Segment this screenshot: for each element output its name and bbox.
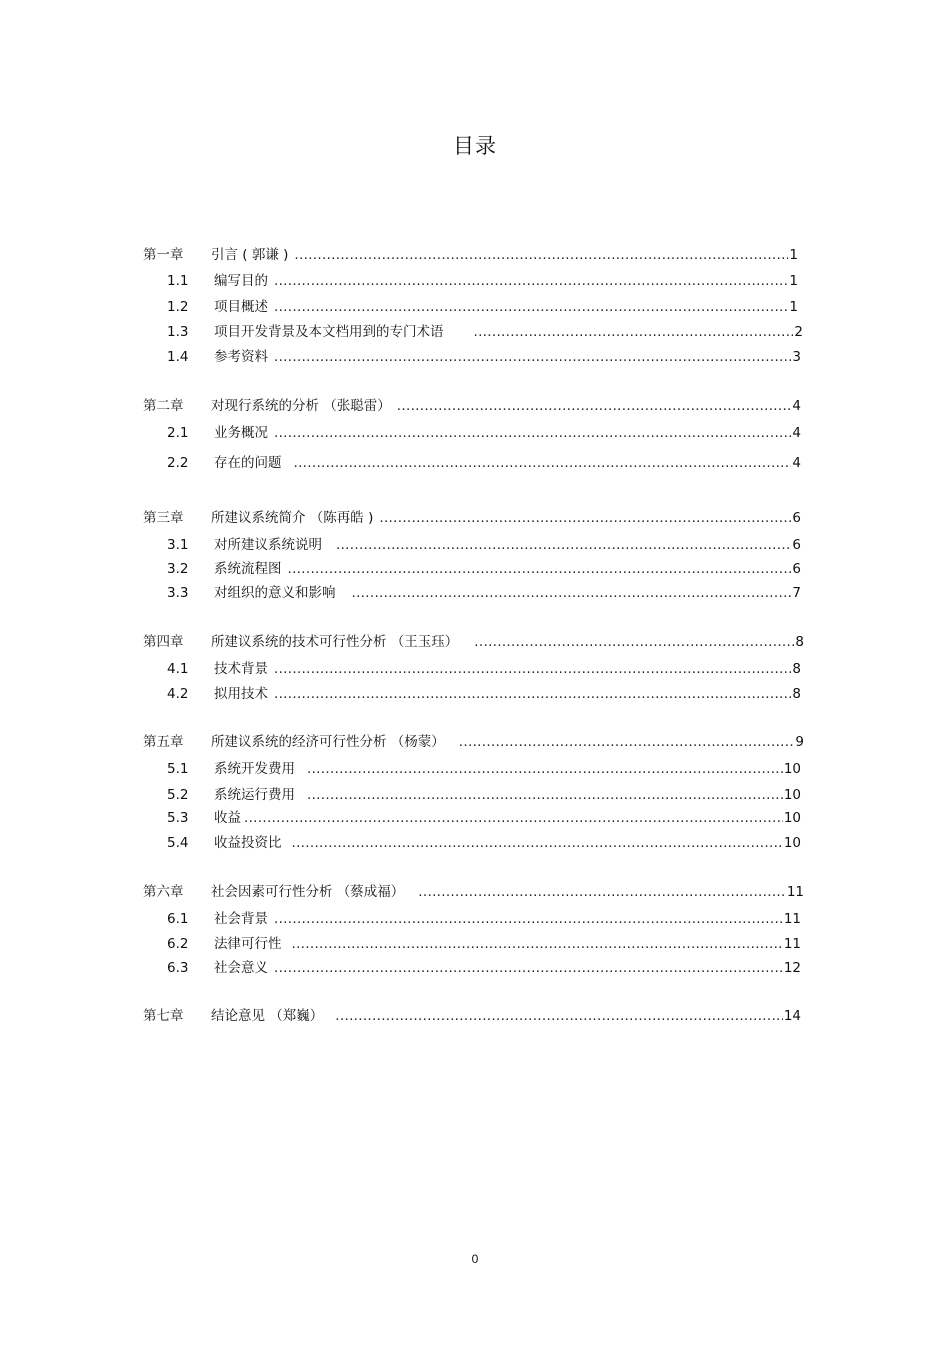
toc-page-number: 10 (783, 810, 801, 826)
toc-entry-section[interactable] (167, 931, 801, 953)
toc-number: 6.1 (167, 911, 189, 927)
toc-title: 参考资料 (214, 349, 268, 365)
toc-page-number: 3 (792, 349, 801, 365)
toc-leader (274, 910, 783, 928)
toc-leader (292, 834, 783, 852)
toc-entry-section[interactable] (167, 782, 801, 804)
toc-number: 3.3 (167, 585, 189, 601)
page-number: 0 (471, 1252, 479, 1266)
toc-number: 1.1 (167, 273, 189, 289)
toc-entry-chapter-4[interactable] (143, 629, 804, 651)
toc-leader (336, 536, 791, 554)
toc-number: 2.1 (167, 425, 189, 441)
toc-title: 项目开发背景及本文档用到的专门术语 (214, 324, 444, 340)
toc-title: 社会因素可行性分析 （蔡成福） (211, 884, 405, 900)
toc-number: 第六章 (143, 884, 184, 900)
toc-entry-section[interactable] (167, 580, 801, 602)
toc-entry-section[interactable] (167, 756, 801, 778)
toc-leader (379, 509, 791, 527)
toc-page-number: 4 (792, 425, 801, 441)
toc-page-number: 8 (792, 686, 801, 702)
toc-number: 第一章 (143, 247, 184, 263)
toc-title: 社会意义 (214, 960, 268, 976)
toc-entry-section[interactable] (167, 319, 803, 341)
toc-leader (274, 272, 788, 290)
toc-page-number: 12 (783, 960, 801, 976)
toc-leader (307, 760, 783, 778)
toc-entry-section[interactable] (167, 420, 801, 442)
toc-leader (307, 786, 783, 804)
toc-title: 结论意见 （郑巍） (211, 1008, 324, 1024)
toc-entry-chapter-5[interactable] (143, 729, 804, 751)
toc-page-number: 8 (795, 634, 804, 650)
toc-leader (294, 454, 792, 472)
toc-title: 所建议系统的经济可行性分析 （杨蒙） (211, 734, 445, 750)
toc-entry-section[interactable] (167, 294, 798, 316)
toc-entry-section[interactable] (167, 268, 798, 290)
toc-title: 引言 ( 郭谦 ) (211, 247, 289, 263)
toc-entry-chapter-7[interactable] (143, 1003, 801, 1025)
toc-number: 1.4 (167, 349, 189, 365)
toc-page-number: 1 (789, 273, 798, 289)
toc-page-number: 8 (792, 661, 801, 677)
toc-page-number: 4 (792, 398, 801, 414)
toc-leader (459, 733, 795, 751)
toc-page-number: 2 (794, 324, 803, 340)
toc-number: 第二章 (143, 398, 184, 414)
toc-title: 存在的问题 (214, 455, 282, 471)
toc-leader (274, 685, 791, 703)
toc-page-number: 10 (783, 761, 801, 777)
toc-entry-section[interactable] (167, 344, 801, 366)
toc-number: 6.3 (167, 960, 189, 976)
toc-number: 5.3 (167, 810, 189, 826)
toc-page-number: 9 (795, 734, 804, 750)
toc-leader (292, 935, 783, 953)
toc-entry-chapter-3[interactable] (143, 505, 801, 527)
toc-title: 系统开发费用 (214, 761, 295, 777)
toc-number: 3.2 (167, 561, 189, 577)
toc-entry-section[interactable] (167, 830, 801, 852)
toc-leader (335, 1007, 783, 1025)
toc-leader (274, 348, 791, 366)
toc-entry-section[interactable] (167, 681, 801, 703)
toc-entry-section[interactable] (167, 805, 801, 827)
toc-title: 编写目的 (214, 273, 268, 289)
toc-number: 5.1 (167, 761, 189, 777)
toc-title: 对所建议系统说明 (214, 537, 322, 553)
toc-leader (274, 959, 783, 977)
toc-title: 法律可行性 (214, 936, 282, 952)
toc-page-number: 10 (783, 787, 801, 803)
toc-entry-chapter-1[interactable] (143, 242, 798, 264)
toc-page-number: 14 (783, 1008, 801, 1024)
toc-title: 系统流程图 (214, 561, 282, 577)
toc-entry-section[interactable] (167, 955, 801, 977)
toc-page-number: 11 (783, 911, 801, 927)
toc-page-number: 1 (789, 299, 798, 315)
toc-number: 4.2 (167, 686, 189, 702)
toc-number: 第四章 (143, 634, 184, 650)
toc-number: 1.2 (167, 299, 189, 315)
toc-title: 收益 (214, 810, 241, 826)
toc-page-number: 1 (789, 247, 798, 263)
toc-entry-section[interactable] (167, 556, 801, 578)
toc-entry-section[interactable] (167, 532, 801, 554)
toc-leader (418, 883, 786, 901)
toc-entry-section[interactable] (167, 906, 801, 928)
toc-leader (294, 246, 788, 264)
toc-number: 5.4 (167, 835, 189, 851)
toc-number: 第五章 (143, 734, 184, 750)
toc-entry-chapter-6[interactable] (143, 879, 804, 901)
toc-title: 收益投资比 (214, 835, 282, 851)
toc-leader (474, 323, 794, 341)
toc-title: 项目概述 (214, 299, 268, 315)
toc-number: 4.1 (167, 661, 189, 677)
toc-page-number: 6 (792, 537, 801, 553)
toc-title: 社会背景 (214, 911, 268, 927)
toc-leader (274, 298, 788, 316)
toc-entry-section[interactable] (167, 450, 801, 472)
toc-page-number: 4 (792, 455, 801, 471)
toc-page-number: 11 (783, 936, 801, 952)
toc-number: 第三章 (143, 510, 184, 526)
toc-number: 6.2 (167, 936, 189, 952)
toc-number: 第七章 (143, 1008, 184, 1024)
toc-entry-section[interactable] (167, 656, 801, 678)
page-title: 目录 (453, 134, 497, 158)
toc-leader (274, 660, 791, 678)
toc-leader (288, 560, 792, 578)
toc-entry-chapter-2[interactable] (143, 393, 801, 415)
toc-title: 所建议系统简介 （陈再皓 ) (211, 510, 374, 526)
toc-leader (397, 397, 792, 415)
toc-number: 2.2 (167, 455, 189, 471)
toc-page-number: 6 (792, 561, 801, 577)
toc-title: 系统运行费用 (214, 787, 295, 803)
toc-title: 业务概况 (214, 425, 268, 441)
toc-page-number: 10 (783, 835, 801, 851)
toc-leader (474, 633, 794, 651)
toc-leader (244, 809, 783, 827)
toc-number: 5.2 (167, 787, 189, 803)
toc-title: 对组织的意义和影响 (214, 585, 336, 601)
toc-title: 所建议系统的技术可行性分析 （王玉珏） (211, 634, 459, 650)
toc-leader (274, 424, 791, 442)
toc-leader (352, 584, 792, 602)
toc-title: 拟用技术 (214, 686, 268, 702)
toc-page-number: 11 (786, 884, 804, 900)
toc-page-number: 7 (792, 585, 801, 601)
toc-title: 对现行系统的分析 （张聪雷） (211, 398, 391, 414)
toc-title: 技术背景 (214, 661, 268, 677)
toc-number: 3.1 (167, 537, 189, 553)
toc-page-number: 6 (792, 510, 801, 526)
toc-number: 1.3 (167, 324, 189, 340)
